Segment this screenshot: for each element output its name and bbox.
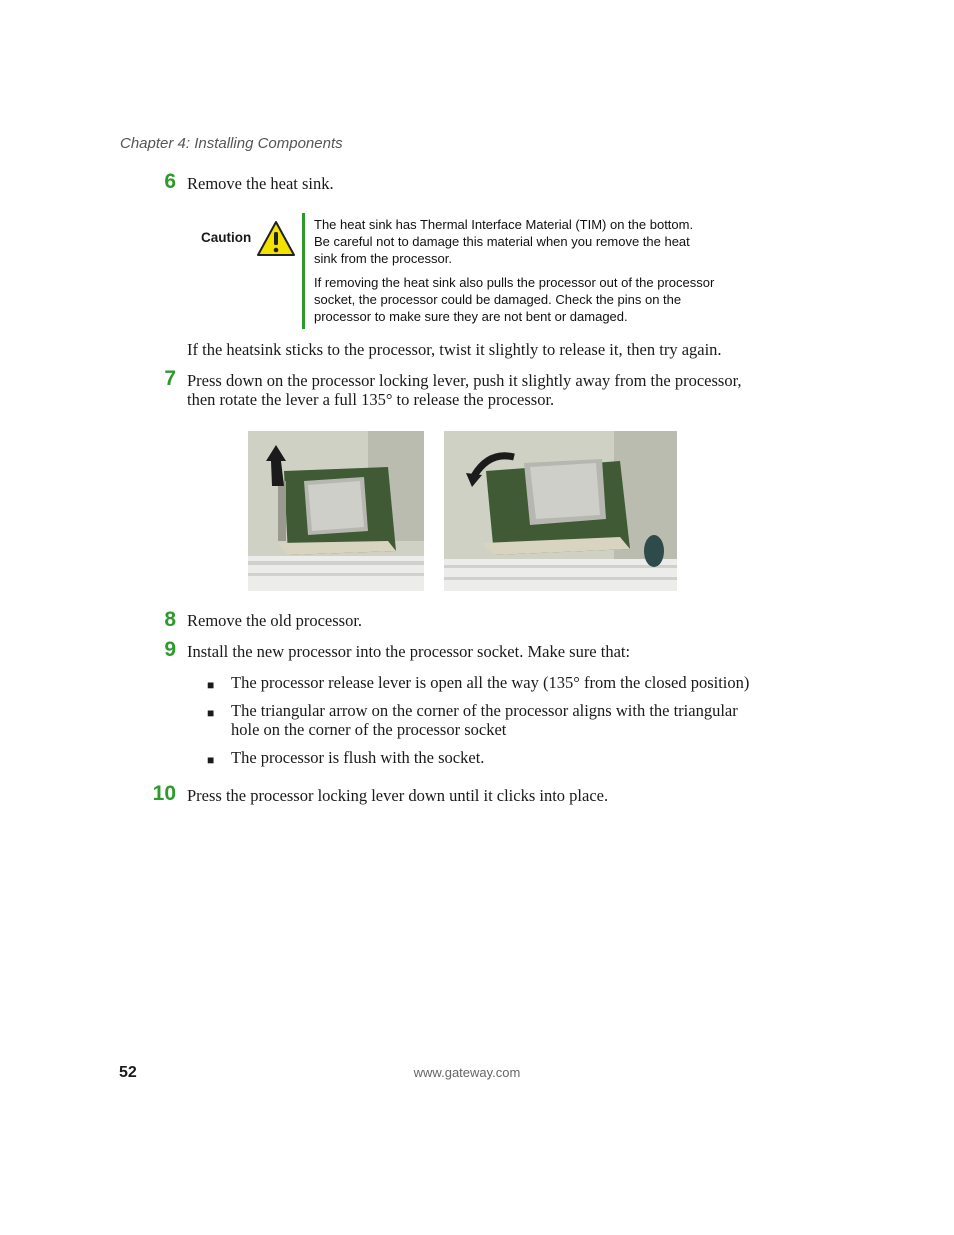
bullet-item-2: The triangular arrow on the corner of the processor aligns with the triangular hole on the corner of the processor socket <box>231 701 738 739</box>
step-number-9: 9 <box>164 638 176 661</box>
processor-lever-rotated-photo <box>444 431 677 591</box>
heatsink-tip-text: If the heatsink sticks to the processor, twist it slightly to release it, then try again. <box>187 340 722 359</box>
page-number: 52 <box>119 1064 137 1081</box>
step-8-text: Remove the old processor. <box>187 611 363 630</box>
warning-triangle-icon <box>256 219 296 259</box>
bullet-item-3: The processor is flush with the socket. <box>231 748 485 767</box>
bullet-marker: ■ <box>207 753 215 767</box>
step-7-text: Press down on the processor locking lever, push it slightly away from the processor, then rotate the lever a full 135° to release the processor. <box>187 371 742 409</box>
caution-label: Caution <box>201 230 252 245</box>
processor-lever-up-photo <box>248 431 424 591</box>
caution-divider <box>302 213 305 329</box>
step-6-text: Remove the heat sink. <box>187 174 334 193</box>
step-number-10: 10 <box>152 782 176 805</box>
chapter-header: Chapter 4: Installing Components <box>120 135 343 152</box>
footer-url: www.gateway.com <box>413 1065 521 1080</box>
step-number-8: 8 <box>164 608 176 631</box>
step-10-text: Press the processor locking lever down until it clicks into place. <box>187 786 609 805</box>
bullet-marker: ■ <box>207 678 215 692</box>
step-9-text: Install the new processor into the processor socket. Make sure that: <box>187 642 631 661</box>
bullet-item-1: The processor release lever is open all the way (135° from the closed position) <box>231 673 750 692</box>
caution-paragraph-2: If removing the heat sink also pulls the processor out of the processor socket, the processor could be damaged. Check the pins on the processor to make sure they are not bent or damaged. <box>314 275 715 324</box>
caution-paragraph-1: The heat sink has Thermal Interface Material (TIM) on the bottom. Be careful not to damage this material when you remove the heat sink from the processor. <box>314 217 694 266</box>
bullet-marker: ■ <box>207 706 215 720</box>
step-number-7: 7 <box>164 367 176 390</box>
step-number-6: 6 <box>164 170 176 193</box>
